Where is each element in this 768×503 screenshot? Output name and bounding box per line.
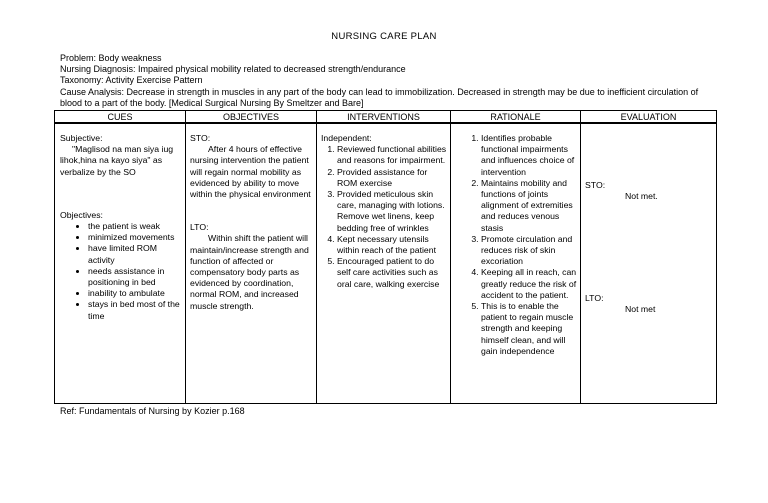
- list-item: • stays in bed most of the time: [88, 299, 182, 321]
- objective-cues-list: [60, 221, 182, 322]
- table-row: [55, 123, 717, 404]
- page-title: NURSING CARE PLAN: [331, 31, 437, 42]
- objectives-label: Objectives:: [60, 209, 103, 220]
- list-item: • minimized movements: [88, 232, 182, 243]
- taxonomy-line: Taxonomy: Activity Exercise Pattern: [60, 75, 203, 86]
- list-item: 4. Kept necessary utensils within reach of the patient: [337, 234, 447, 256]
- evaluation-lto-value: Not met: [625, 304, 656, 314]
- cause-analysis: Cause Analysis: Decrease in strength in muscles in any part of the body can lead to immobilization. Decreased in strength may be due to inefficient circulation of blood to a part of the body. [Medical Surgical Nursing By Smeltzer and Bare]: [60, 86, 699, 108]
- lto-text: Within shift the patient will maintain/increase strength and function of affected or compensatory body parts as evidenced by coordination, normal ROM, and increased muscle strength.: [190, 233, 309, 311]
- column-header-interventions: INTERVENTIONS: [317, 111, 451, 124]
- column-header-cues: CUES: [55, 111, 186, 124]
- diagnosis-line: Nursing Diagnosis: Impaired physical mobility related to decreased strength/endurance: [60, 64, 406, 75]
- care-plan-header: [60, 53, 720, 109]
- column-header-evaluation: EVALUATION: [581, 111, 717, 124]
- list-item: 3. Promote circulation and reduces risk of skin excoriation: [481, 234, 577, 268]
- independent-label: Independent:: [321, 133, 372, 143]
- list-item: 1. Identifies probable functional impairments and influences choice of intervention: [481, 133, 577, 178]
- sto-text: After 4 hours of effective nursing intervention the patient will regain normal mobility as evidenced by ability to move within the physical environment: [190, 144, 311, 200]
- objectives-cell: [186, 123, 317, 404]
- list-item: 3. Provided meticulous skin care, managing with lotions. Remove wet linens, keep bedding free of wrinkles: [337, 189, 447, 234]
- list-item: 2. Provided assistance for ROM exercise: [337, 167, 447, 189]
- subjective-label: Subjective:: [60, 133, 103, 143]
- list-item: 5. Encouraged patient to do self care activities such as oral care, walking exercise: [337, 256, 447, 290]
- evaluation-cell: [581, 123, 717, 404]
- column-header-objectives: OBJECTIVES: [186, 111, 317, 124]
- list-item: 4. Keeping all in reach, can greatly reduce the risk of accident to the patient.: [481, 267, 577, 301]
- interventions-list: [321, 144, 447, 290]
- care-plan-table: [54, 110, 717, 404]
- sto-label: STO:: [190, 133, 211, 143]
- list-item: 2. Maintains mobility and functions of joints alignment of extremities and reduces venous stasis: [481, 178, 577, 234]
- cues-cell: [55, 123, 186, 404]
- evaluation-sto-label: STO:: [585, 180, 606, 190]
- list-item: • needs assistance in positioning in bed: [88, 266, 182, 288]
- list-item: • the patient is weak: [88, 221, 182, 232]
- list-item: • inability to ambulate: [88, 288, 182, 299]
- lto-label: LTO:: [190, 222, 209, 233]
- column-header-rationale: RATIONALE: [451, 111, 581, 124]
- rationale-list: [455, 133, 577, 357]
- problem-line: Problem: Body weakness: [60, 53, 162, 63]
- subjective-text: "Maglisod na man siya iug lihok,hina na kayo siya" as verbalize by the SO: [60, 144, 174, 177]
- evaluation-sto-value: Not met.: [625, 191, 658, 201]
- list-item: • have limited ROM activity: [88, 243, 182, 265]
- rationale-cell: [451, 123, 581, 404]
- interventions-cell: [317, 123, 451, 404]
- list-item: 5. This is to enable the patient to regain muscle strength and keeping himself clean, and will gain independence: [481, 301, 577, 357]
- reference-note: Ref: Fundamentals of Nursing by Kozier p.168: [60, 406, 245, 416]
- evaluation-lto-label: LTO:: [585, 293, 604, 303]
- table-header-row: [55, 111, 717, 124]
- list-item: 1. Reviewed functional abilities and reasons for impairment.: [337, 144, 447, 166]
